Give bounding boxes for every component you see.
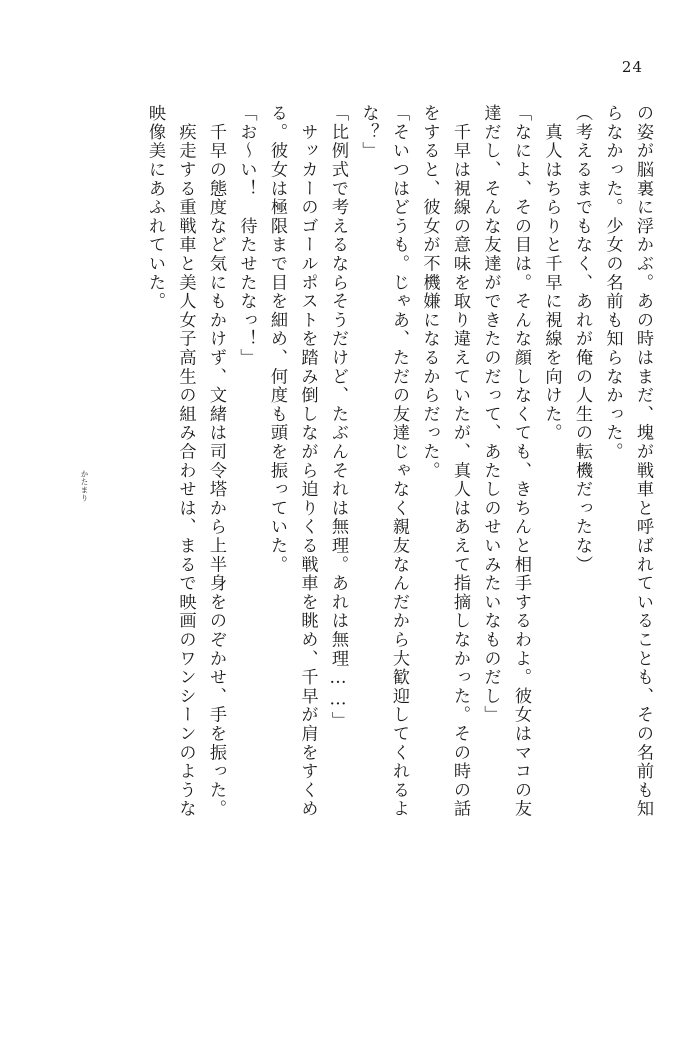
text-line: （考えるまでもなく、あれが俺の人生の転機だったな） xyxy=(572,104,592,574)
vertical-text-body xyxy=(48,104,651,956)
text-line: 「そいつはどうも。じゃあ、ただの友達じゃなく親友なんだから大歓迎してくれるよ xyxy=(389,104,409,819)
text-line: 達だし、そんな友達ができたのだって、あたしのせいみたいなものだし」 xyxy=(480,104,501,725)
text-line: な？」 xyxy=(358,104,379,161)
text-line: 疾走する重戦車と美人女子高生の組み合わせは、まるで映画のワンシーンのような xyxy=(175,104,196,819)
text-line: 千早は視線の意味を取り違えていたが、真人はあえて指摘しなかった。その時の話 xyxy=(450,104,470,819)
text-line: る。彼女は極限まで目を細め、何度も頭を振っていた。 xyxy=(267,104,287,574)
text-line: 「比例式で考えるならそうだけど、たぶんそれは無理。あれは無理……」 xyxy=(328,104,348,730)
text-line: をすると、彼女が不機嫌になるからだった。 xyxy=(419,104,440,480)
text-line: 千早の態度など気にもかけず、文緒は司令塔から上半身をのぞかせ、手を振った。 xyxy=(206,104,226,819)
text-line: の姿が脳裏に浮かぶ。あの時はまだ、塊が戦車と呼ばれていることも、その名前も知 xyxy=(633,104,653,819)
page-number: 24 xyxy=(621,58,643,76)
text-line: 「なによ、その目は。そんな顔しなくても、きちんと相手するわよ。彼女はマコの友 xyxy=(511,104,531,819)
text-line: 真人はちらりと千早に視線を向けた。 xyxy=(541,104,562,443)
text-line: サッカーのゴールポストを踏み倒しながら迫りくる戦車を眺め、千早が肩をすくめ xyxy=(297,104,318,819)
text-line: 「お～い！ 待たせたなっ！」 xyxy=(236,104,257,368)
text-line: 映像美にあふれていた。 xyxy=(145,104,165,311)
ruby-annotation: かたまり xyxy=(80,470,89,502)
text-line: らなかった。少女の名前も知らなかった。 xyxy=(602,104,623,462)
